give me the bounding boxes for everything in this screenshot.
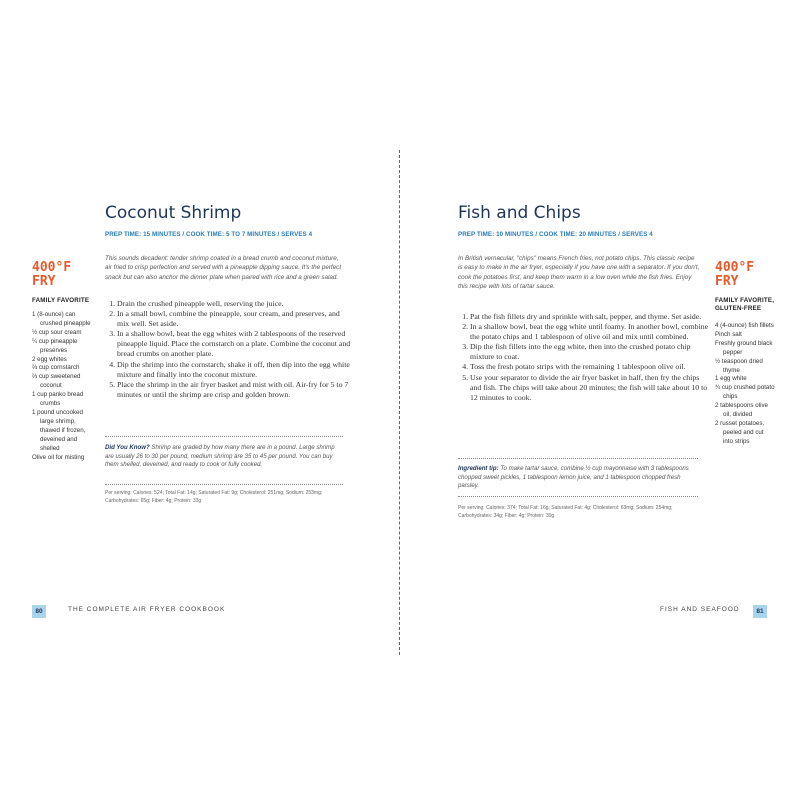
instruction-step: 1. Pat the fish fillets dry and sprinkle with salt, pepper, and thyme. Set aside. xyxy=(470,312,710,322)
cooking-method: FRY xyxy=(32,274,56,289)
nutrition-info: Per serving: Calories: 524; Total Fat: 14g; Saturated Fat: 9g; Cholesterol: 251mg; Sodium: 253mg; Carbohydrates: 65g; Fiber: 4g; Protein: 33g xyxy=(105,490,323,504)
cooking-method: FRY xyxy=(715,274,739,289)
ingredient-item: 4 (4-ounce) fish fillets xyxy=(715,322,774,329)
ingredient-item: Olive oil for misting xyxy=(32,453,85,461)
ingredient-item: ½ teaspoon dried thyme xyxy=(715,357,763,374)
ingredient-item: ¼ cup pineapple preserves xyxy=(32,337,78,354)
ingredient-item: 1 cup panko bread crumbs xyxy=(32,391,84,408)
temperature-value: 400°F xyxy=(32,260,72,275)
instruction-list xyxy=(458,312,710,403)
temperature-label xyxy=(32,261,71,289)
divider xyxy=(458,496,698,497)
ingredient-item: 2 russet potatoes, peeled and cut into strips xyxy=(715,419,765,445)
recipe-intro: In British vernacular, "chips" means French fries, not potato chips. This classic recipe is easy to make in the air fryer, especially if you have one with a separator. If you don't, cook the potatoes first, and keep them warm in a low oven while the fish fries. Enjoy this recipe with lots of tartar sauce. xyxy=(458,255,700,290)
recipe-title: Coconut Shrimp xyxy=(105,203,242,223)
recipe-meta: PREP TIME: 15 MINUTES / COOK TIME: 5 TO 7 MINUTES / SERVES 4 xyxy=(105,231,313,238)
divider xyxy=(105,484,343,485)
temperature-label xyxy=(715,261,754,289)
ingredient-list xyxy=(32,311,94,462)
ingredient-item: 1 pound uncooked large shrimp, thawed if frozen, deveined and shelled xyxy=(32,408,86,452)
instruction-step: 3. Dip the fish fillets into the egg white, then into the crushed potato chip mixture to coat. xyxy=(470,342,710,362)
recipe-title: Fish and Chips xyxy=(458,203,581,223)
right-page xyxy=(400,0,800,800)
ingredient-item: 2 egg whites xyxy=(32,355,67,363)
divider xyxy=(105,436,343,437)
instruction-step: 5. Use your separator to divide the air fryer basket in half, then fry the chips and fish. The chips will take about 20 minutes; the fish will take about 10 to 12 minutes to cook. xyxy=(470,373,710,403)
ingredient-list xyxy=(715,322,775,447)
recipe-meta: PREP TIME: 10 MINUTES / COOK TIME: 20 MINUTES / SERVES 4 xyxy=(458,231,653,238)
instruction-list xyxy=(105,299,352,400)
nutrition-info: Per serving: Calories: 374; Total Fat: 16g; Saturated Fat: 4g; Cholesterol: 63mg; Sodium: 254mg; Carbohydrates: 34g; Fiber: 4g; Protein: 30g xyxy=(458,505,673,519)
ingredient-item: 1 egg white xyxy=(715,375,747,383)
divider xyxy=(458,458,698,459)
ingredient-item: Freshly ground black pepper xyxy=(715,339,773,356)
recipe-intro: This sounds decadent: tender shrimp coated in a bread crumb and coconut mixture, air fried to crisp perfection and served with a pineapple dipping sauce. It's the perfect snack but can also anchor the dinner plate when paired with rice and a green salad. xyxy=(105,255,342,281)
running-head: FISH AND SEAFOOD xyxy=(660,606,740,613)
instruction-step: 4. Toss the fresh potato strips with the remaining 1 tablespoon olive oil. xyxy=(470,362,710,372)
temperature-value: 400°F xyxy=(715,260,755,275)
tip-label: Did You Know? xyxy=(105,444,150,451)
running-head: THE COMPLETE AIR FRYER COOKBOOK xyxy=(68,606,226,613)
instruction-step: 1. Drain the crushed pineapple well, reserving the juice. xyxy=(117,299,352,309)
recipe-tag: FAMILY FAVORITE, GLUTEN-FREE xyxy=(715,297,775,312)
tip-box xyxy=(105,444,345,470)
instruction-step: 3. In a shallow bowl, beat the egg whites with 2 tablespoons of the reserved pineapple liquid. Place the cornstarch on a plate. Combine the coconut and bread crumbs on another plate. xyxy=(117,329,352,359)
instruction-step: 4. Dip the shrimp into the cornstarch, shake it off, then dip into the egg white mixture and finally into the coconut mixture. xyxy=(117,360,352,380)
tip-label: Ingredient tip: xyxy=(458,465,499,472)
page-number: 81 xyxy=(753,605,767,618)
tip-text: Shrimp are graded by how many there are in a pound. Large shrimp are usually 26 to 30 per pound, medium shrimp are 35 to 45 per pound. You can buy them shelled, deveined, and ready to cook or fully cooked. xyxy=(105,444,335,469)
recipe-tag: FAMILY FAVORITE xyxy=(32,297,90,304)
tip-box xyxy=(458,465,700,491)
instruction-step: 5. Place the shrimp in the air fryer basket and mist with oil. Air-fry for 5 to 7 minutes or until the shrimp are crisp and golden brown. xyxy=(117,380,352,400)
ingredient-item: ½ cup sour cream xyxy=(32,328,82,336)
ingredient-item: ⅔ cup cornstarch xyxy=(32,364,80,372)
instruction-step: 2. In a small bowl, combine the pineapple, sour cream, and preserves, and mix well. Set aside. xyxy=(117,309,352,329)
ingredient-item: ¾ cup crushed potato chips xyxy=(715,384,775,401)
page-number: 80 xyxy=(32,605,46,618)
ingredient-item: ⅔ cup sweetened coconut xyxy=(32,373,81,390)
tip-text: To make tartar sauce, combine ½ cup mayonnaise with 3 tablespoons chopped sweet pickles, 1 tablespoon lemon juice, and 1 tablespoon chopped fresh parsley. xyxy=(458,465,689,490)
ingredient-item: 2 tablespoons olive oil, divided xyxy=(715,402,768,419)
ingredient-item: Pinch salt xyxy=(715,330,742,338)
ingredient-item: 1 (8-ounce) can crushed pineapple xyxy=(32,311,91,327)
instruction-step: 2. In a shallow bowl, beat the egg white until foamy. In another bowl, combine the potato chips and 1 tablespoon of olive oil and mix until combined. xyxy=(470,322,710,342)
